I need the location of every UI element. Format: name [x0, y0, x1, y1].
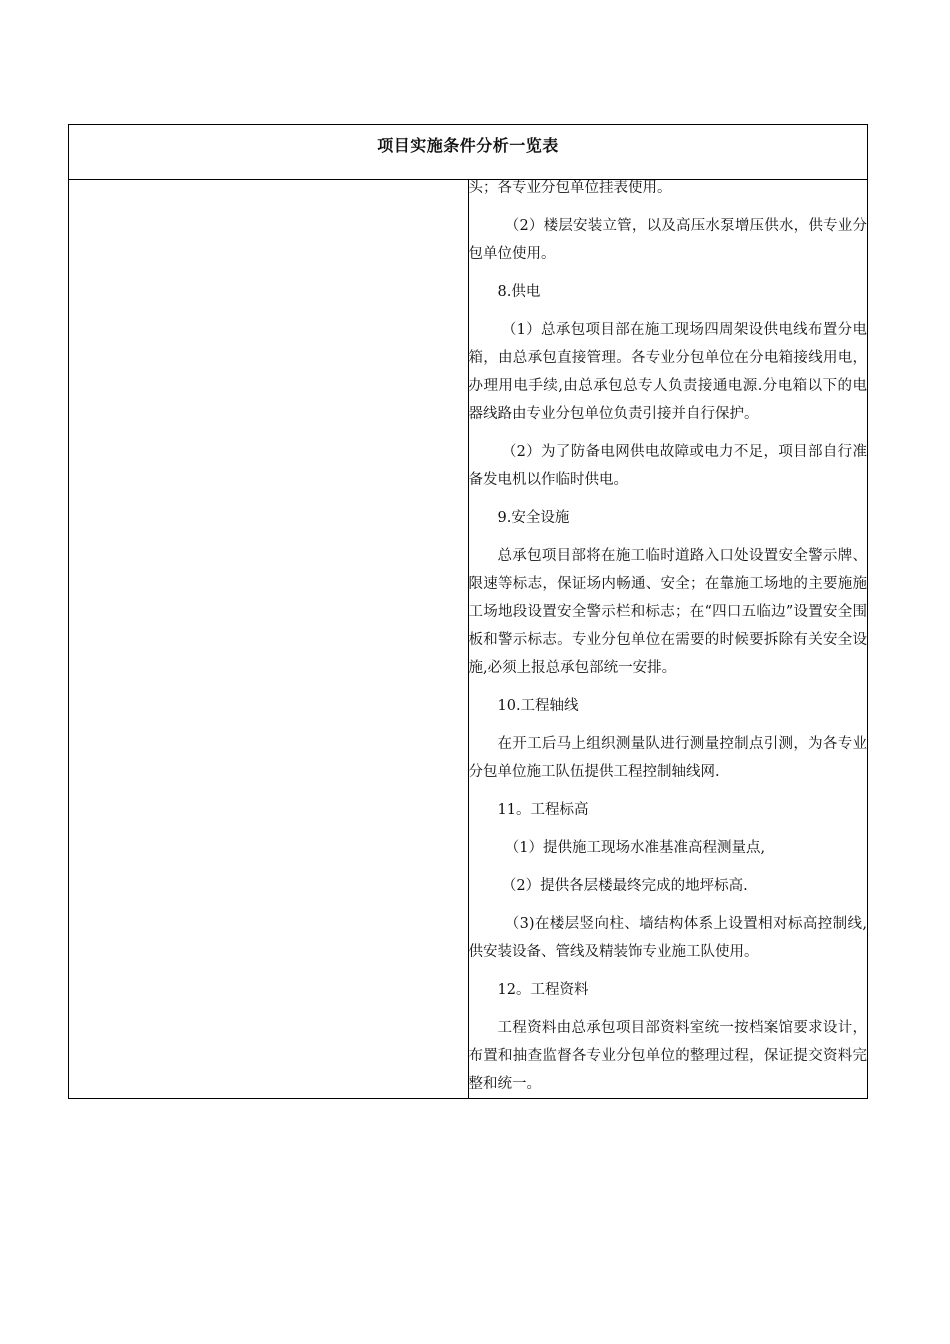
heading-engineering-documents: 12。工程资料: [497, 982, 589, 998]
table-title-row: [69, 125, 868, 180]
heading-power-supply: 8.供电: [497, 284, 541, 300]
table-body-row: [69, 180, 868, 1099]
heading-safety-facilities: 9.安全设施: [497, 510, 570, 526]
heading-elevation: 11。工程标高: [497, 802, 589, 818]
content-cell: [468, 180, 868, 1099]
paragraph-engineering-axis: 在开工后马上组织测量队进行测量控制点引测，为各专业分包单位施工队伍提供工程控制轴线网.: [468, 736, 867, 780]
paragraph-safety-facilities: 总承包项目部将在施工临时道路入口处设置安全警示牌、限速等标志，保证场内畅通、安全；在靠施工场地的主要施施工场地段设置安全警示栏和标志；在“四口五临边”设置安全围板和警示标志。专业分包单位在需要的时候要拆除有关安全设施,必须上报总承包部统一安排。: [468, 548, 867, 676]
paragraph-engineering-documents: 工程资料由总承包项目部资料室统一按档案馆要求设计，布置和抽查监督各专业分包单位的整理过程，保证提交资料完整和统一。: [468, 1020, 867, 1092]
table-title-cell: [69, 125, 868, 180]
analysis-table: [68, 124, 868, 1099]
heading-engineering-axis: 10.工程轴线: [497, 698, 579, 714]
paragraph-backup-generator: （2）为了防备电网供电故障或电力不足，项目部自行准备发电机以作临时供电。: [468, 444, 867, 488]
paragraph-elevation-control-line: （3)在楼层竖向柱、墙结构体系上设置相对标高控制线,供安装设备、管线及精装饰专业施工队使用。: [468, 916, 867, 960]
paragraph-water-riser: （2）楼层安装立管，以及高压水泵增压供水，供专业分包单位使用。: [468, 218, 867, 262]
paragraph-power-distribution: （1）总承包项目部在施工现场四周架设供电线布置分电箱，由总承包直接管理。各专业分包单位在分电箱接线用电，办理用电手续,由总承包总专人负责接通电源.分电箱以下的电器线路由专业分包单位负责引接并自行保护。: [468, 322, 867, 422]
table-title: 项目实施条件分析一览表: [377, 136, 559, 155]
paragraph-floor-elevation: （2）提供各层楼最终完成的地坪标高.: [501, 878, 748, 894]
paragraph-benchmark-point: （1）提供施工现场水准基准高程测量点,: [504, 840, 766, 856]
paragraph-continuation: 头；各专业分包单位挂表使用。: [468, 180, 672, 196]
left-empty-cell: [69, 180, 469, 1099]
